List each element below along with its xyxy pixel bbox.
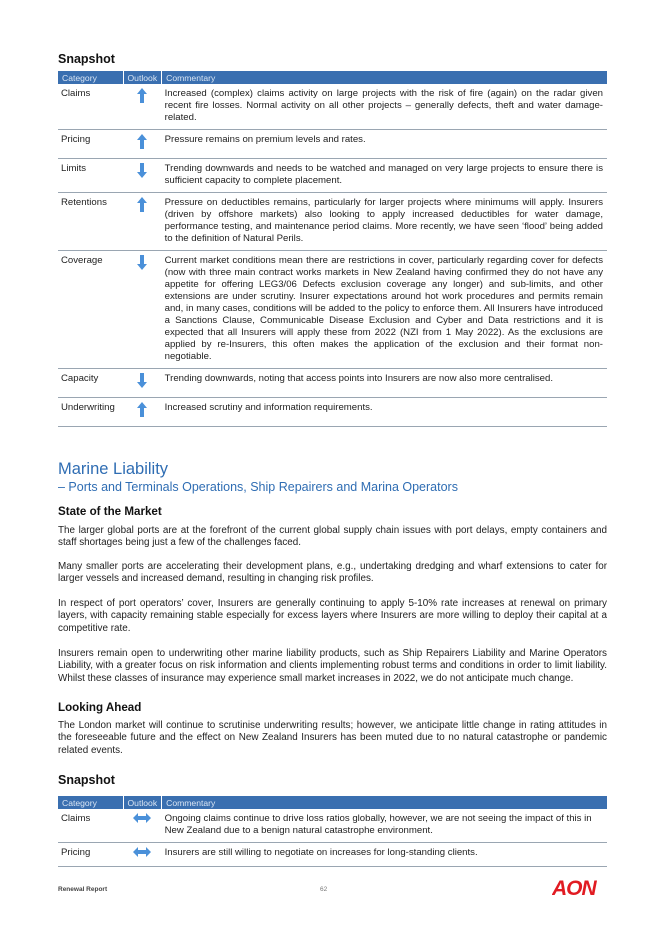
table-row	[58, 398, 607, 427]
row-commentary: Increased (complex) claims activity on large projects with the risk of fire (again) on the radar given recent fire losses. Normal activity on all other projects – generally defects, theft and water damage-related.	[162, 84, 607, 130]
down-arrow-icon	[137, 255, 147, 270]
page-number: 62	[320, 886, 328, 893]
row-category: Underwriting	[58, 398, 123, 427]
row-outlook	[123, 369, 162, 398]
down-arrow-icon	[137, 163, 147, 178]
row-category: Claims	[58, 809, 123, 843]
row-category: Pricing	[58, 130, 123, 159]
row-category: Capacity	[58, 369, 123, 398]
looking-ahead-paragraph: The London market will continue to scrutinise underwriting results; however, we anticipate little change in rating attitudes in the foreseeable future and the effect on New Zealand Insurers has been muted due to no natural catastrophe or pandemic related events.	[58, 720, 607, 756]
row-category: Pricing	[58, 843, 123, 867]
row-outlook	[123, 130, 162, 159]
header-category: Category	[58, 71, 123, 84]
table-header-row	[58, 71, 607, 84]
row-commentary: Current market conditions mean there are restrictions in cover, particularly regarding cover for defects (now with three main contract works markets in New Zealand having confirmed they do not have any appetite for offering LEG3/06 Defects exclusion coverage any longer) and sub-limits, and other extensions are under scrutiny. Insurer expectations around hot work procedures and permits remain and, in many cases, conditions will be added to the policy to enforce them. All Insurers have introduced a Sanctions Clause, Communicable Disease Exclusion and Cyber and Data restrictions and it is expected that all Insurers will apply these from 2022 (NZI from 1 May 2022). As the exclusions are applied by re-Insurers, this often makes the application of the exclusion and their format non-negotiable.	[162, 251, 607, 369]
header-commentary: Commentary	[162, 71, 607, 84]
table-row	[58, 84, 607, 130]
row-commentary: Increased scrutiny and information requirements.	[162, 398, 607, 427]
header-outlook: Outlook	[123, 71, 162, 84]
snapshot-table-construction	[58, 71, 607, 427]
horizontal-arrow-icon	[133, 847, 151, 857]
row-category: Retentions	[58, 193, 123, 251]
row-category: Limits	[58, 159, 123, 193]
state-paragraph-1: The larger global ports are at the forefront of the current global supply chain issues with port delays, empty containers and staff shortages being just a few of the challenges faced.	[58, 525, 607, 549]
state-paragraph-4: Insurers remain open to underwriting other marine liability products, such as Ship Repairers Liability and Marine Operators Liability, with a greater focus on risk information and clients implementing robust terms and conditions in order to limit liability. Whilst these classes of insurance may experience small market increases in 2022, we do not anticipate much change.	[58, 648, 607, 684]
down-arrow-icon	[137, 373, 147, 388]
snapshot-title: Snapshot	[58, 773, 115, 787]
looking-ahead-heading: Looking Ahead	[58, 701, 142, 714]
row-commentary: Ongoing claims continue to drive loss ratios globally, however, we are not seeing the impact of this in New Zealand due to a benign natural catastrophe environment.	[162, 809, 607, 843]
row-outlook	[123, 193, 162, 251]
snapshot-title: Snapshot	[58, 52, 115, 66]
section-title: Marine Liability	[58, 460, 169, 478]
up-arrow-icon	[137, 134, 147, 149]
row-outlook	[123, 843, 162, 867]
table-row	[58, 193, 607, 251]
snapshot-table-marine	[58, 796, 607, 867]
row-commentary: Pressure remains on premium levels and rates.	[162, 130, 607, 159]
section-subtitle: – Ports and Terminals Operations, Ship Repairers and Marina Operators	[58, 480, 458, 494]
row-commentary: Trending downwards, noting that access points into Insurers are now also more centralised.	[162, 369, 607, 398]
table-header-row	[58, 796, 607, 809]
header-category: Category	[58, 796, 123, 809]
state-paragraph-3: In respect of port operators’ cover, Insurers are generally continuing to apply 5-10% rate increases at renewal on primary layers, with capacity remaining stable especially for excess layers where Insurers are more willing to deploy their capital at a competitive rate.	[58, 598, 607, 634]
state-of-market-heading: State of the Market	[58, 505, 162, 518]
table-row	[58, 369, 607, 398]
table-row	[58, 251, 607, 369]
row-commentary: Trending downwards and needs to be watched and managed on very large projects to ensure there is sufficient capacity to complete placement.	[162, 159, 607, 193]
row-category: Claims	[58, 84, 123, 130]
footer-report-name: Renewal Report	[58, 886, 108, 893]
aon-logo	[552, 877, 604, 902]
up-arrow-icon	[137, 197, 147, 212]
state-paragraph-2: Many smaller ports are accelerating their development plans, e.g., undertaking dredging and wharf extensions to cater for larger vessels and increased demand, resulting in changing risk profiles.	[58, 561, 607, 585]
header-commentary: Commentary	[162, 796, 607, 809]
row-outlook	[123, 809, 162, 843]
row-commentary: Insurers are still willing to negotiate on increases for long-standing clients.	[162, 843, 607, 867]
row-outlook	[123, 398, 162, 427]
svg-text:AON: AON	[552, 877, 596, 897]
row-outlook	[123, 84, 162, 130]
table-row	[58, 843, 607, 867]
table-row	[58, 809, 607, 843]
up-arrow-icon	[137, 402, 147, 417]
horizontal-arrow-icon	[133, 813, 151, 823]
row-outlook	[123, 159, 162, 193]
header-outlook: Outlook	[123, 796, 162, 809]
table-row	[58, 159, 607, 193]
up-arrow-icon	[137, 88, 147, 103]
row-commentary: Pressure on deductibles remains, particularly for larger projects where minimums will apply. Insurers (driven by offshore markets) also looking to apply increased deductibles for water damage, performance testing, and maintenance period claims. More recently, we have seen ‘flood’ being added to the definition of Natural Perils.	[162, 193, 607, 251]
row-outlook	[123, 251, 162, 369]
row-category: Coverage	[58, 251, 123, 369]
table-row	[58, 130, 607, 159]
